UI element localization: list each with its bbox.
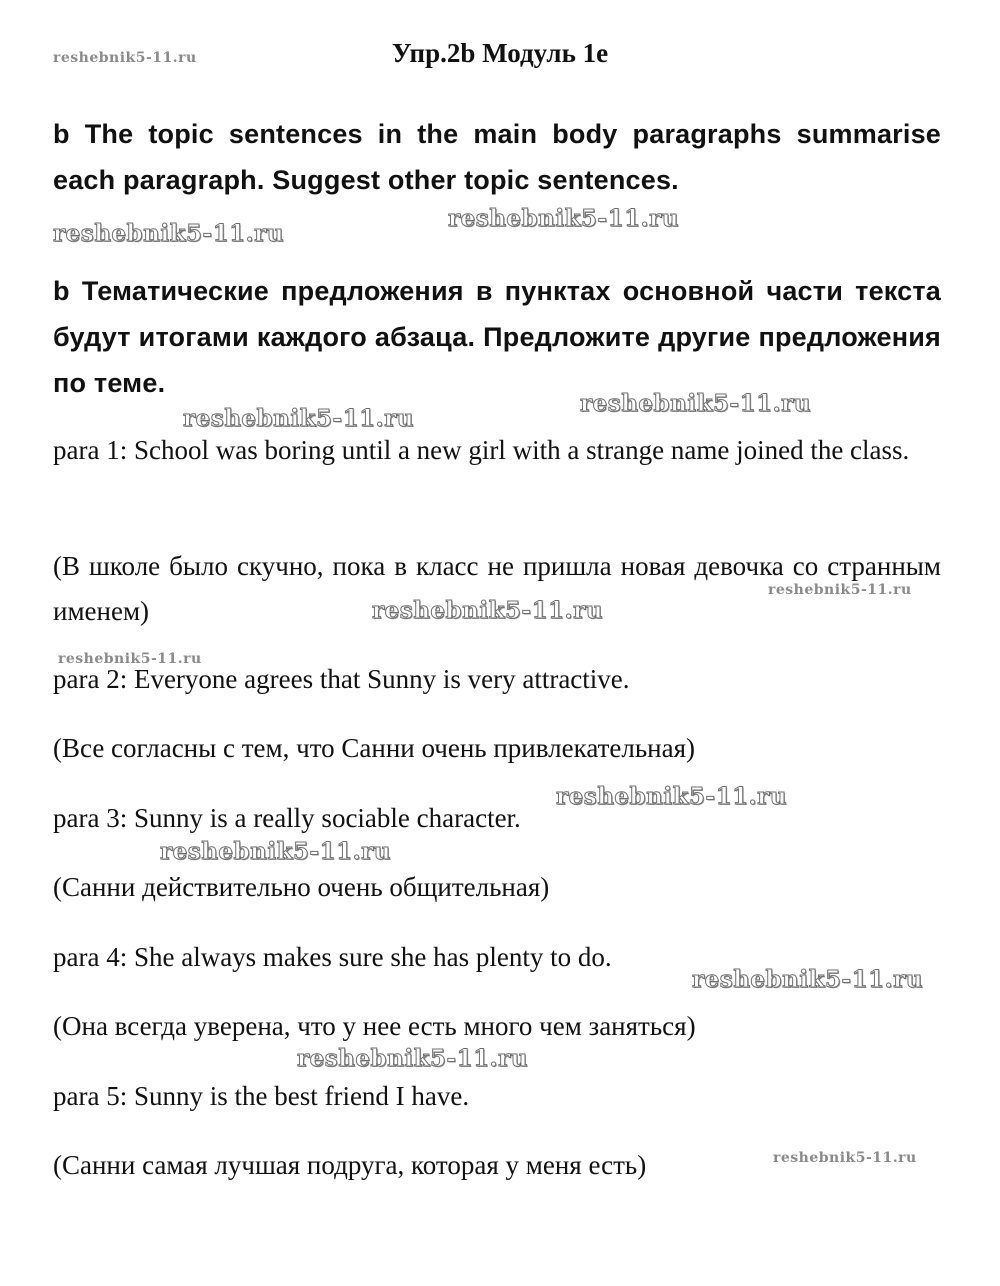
task-russian: b Тематические предложения в пунктах основной части текста будут итогами каждого абзаца. Предложите другие предложения по теме. <box>53 276 941 398</box>
watermark: reshebnik5-11.ru <box>297 1045 528 1072</box>
watermark: reshebnik5-11.ru <box>448 205 679 232</box>
para4-english: para 4: She always makes sure she has plenty to do. <box>53 942 612 972</box>
para3-english: para 3: Sunny is a really sociable character. <box>53 803 521 833</box>
para1-russian: (В школе было скучно, пока в класс не пришла новая девочка со странным именем) <box>53 551 941 626</box>
watermark: reshebnik5-11.ru <box>556 783 787 810</box>
watermark: reshebnik5-11.ru <box>773 1150 917 1166</box>
watermark: reshebnik5-11.ru <box>768 582 912 598</box>
watermark: reshebnik5-11.ru <box>160 838 391 865</box>
para2-english: para 2: Everyone agrees that Sunny is very attractive. <box>53 664 630 694</box>
para5-english: para 5: Sunny is the best friend I have. <box>53 1081 470 1111</box>
para1-english: para 1: School was boring until a new girl with a strange name joined the class. <box>53 435 910 465</box>
watermark: reshebnik5-11.ru <box>53 50 197 66</box>
task-english: b The topic sentences in the main body paragraphs summarise each paragraph. Suggest other topic sentences. <box>53 119 941 195</box>
para4-russian: (Она всегда уверена, что у нее есть много чем заняться) <box>53 1011 696 1041</box>
watermark: reshebnik5-11.ru <box>183 405 414 432</box>
para5-russian: (Санни самая лучшая подруга, которая у меня есть) <box>53 1150 647 1180</box>
para3-russian: (Санни действительно очень общительная) <box>53 872 550 902</box>
watermark: reshebnik5-11.ru <box>372 597 603 624</box>
watermark: reshebnik5-11.ru <box>692 966 923 993</box>
watermark: reshebnik5-11.ru <box>580 390 811 417</box>
watermark: reshebnik5-11.ru <box>58 651 202 667</box>
watermark: reshebnik5-11.ru <box>53 220 284 247</box>
page-title: Упр.2b Модуль 1e <box>391 38 609 68</box>
para2-russian: (Все согласны с тем, что Санни очень привлекательная) <box>53 733 696 763</box>
